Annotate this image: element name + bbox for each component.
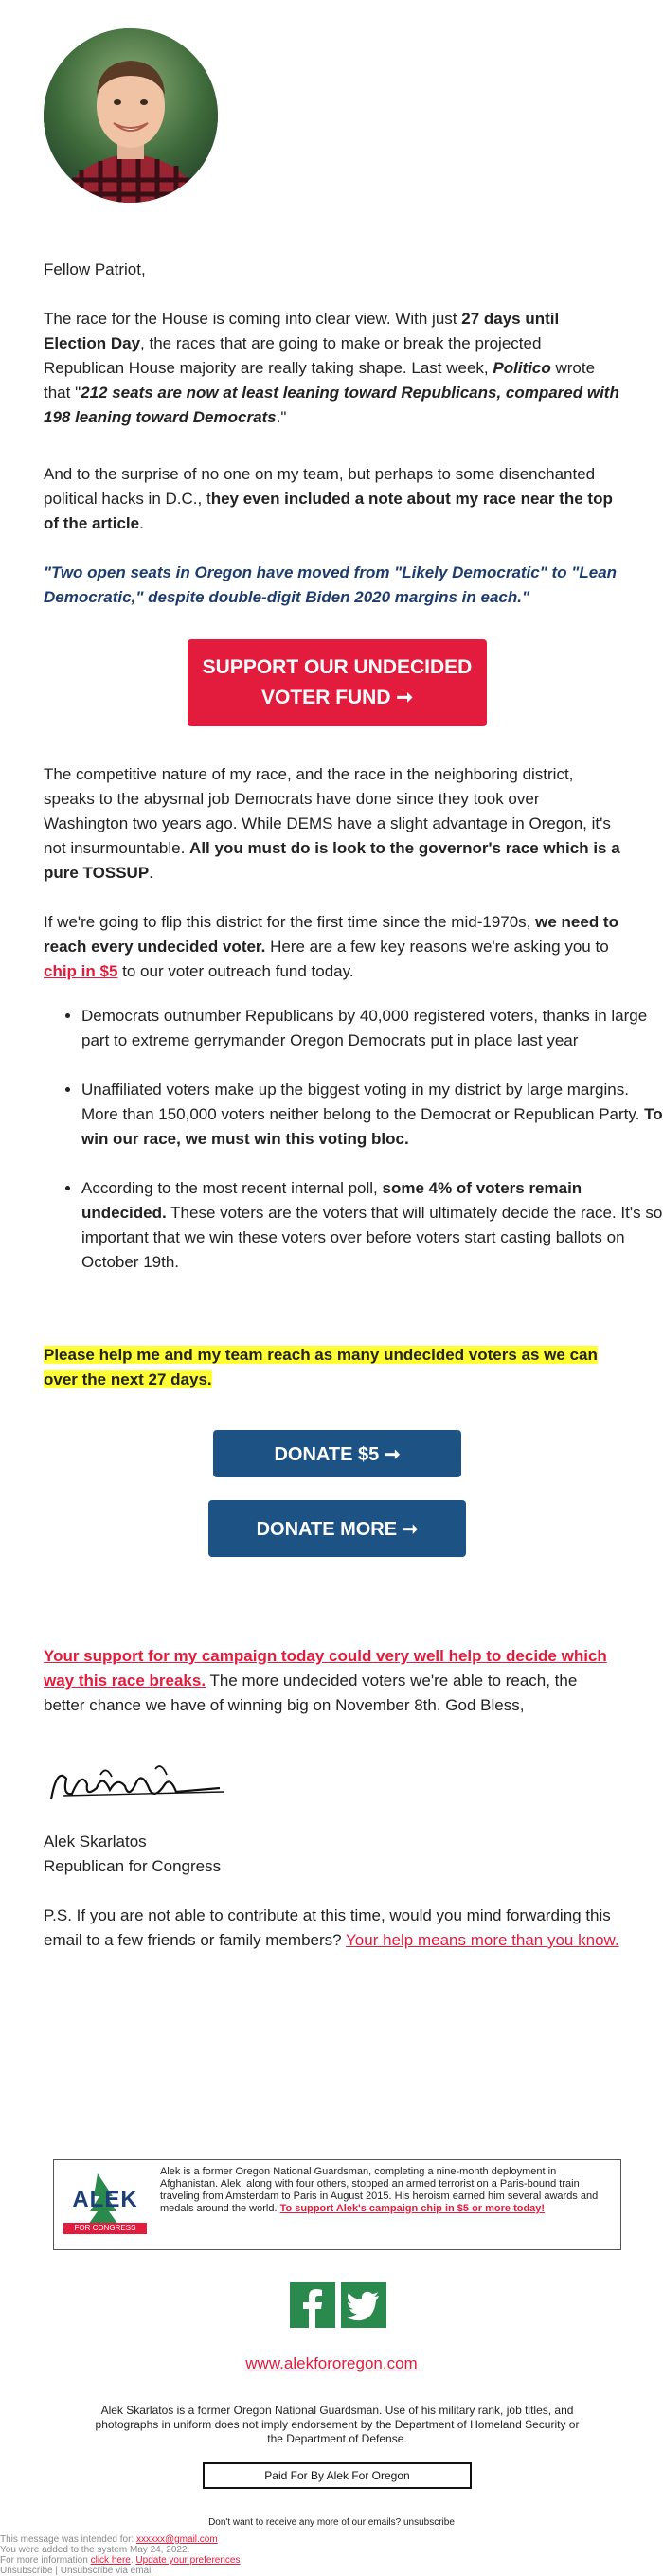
donate-more-label: DONATE MORE ➞: [256, 1518, 419, 1540]
text: And to the surprise of no one on my team, but perhaps to some disenchanted political hacks in D.C., t: [44, 465, 596, 508]
intended-email[interactable]: xxxxxx@gmail.com: [135, 2534, 218, 2545]
text: .": [276, 408, 287, 426]
greeting: Fellow Patriot,: [44, 260, 146, 278]
signature-name: Alek Skarlatos: [44, 1833, 147, 1851]
click-here-link[interactable]: click here: [90, 2555, 131, 2566]
reasons-list: [44, 1004, 663, 1299]
politico-source: Politico: [493, 359, 551, 377]
support-campaign-link[interactable]: Your support for my campaign today could very well help to decide which way this race breaks.: [44, 1647, 607, 1690]
disclaimer: Alek Skarlatos is a former Oregon National Guardsman. Use of his military rank, job titles, and photographs in uniform does not imply endorsement by the Department of Homeland Security or the Department of Defense.: [95, 2404, 580, 2445]
intended-line: This message was intended for: xxxxxx@gmail.com: [0, 2534, 218, 2545]
list-item: • According to the most recent internal poll, some 4% of voters remain undecided. These voters are the voters that will ultimately decide the race. It's so important that we win these voters over before voters start casting ballots on October 19th.: [81, 1176, 663, 1275]
list-item: • Unaffiliated voters make up the biggest voting in my district by large margins. More than 150,000 voters neither belong to the Democrat or Republican Party. To win our race, we must win this voting bloc.: [81, 1078, 663, 1152]
donate-5-button[interactable]: [213, 1430, 461, 1477]
logo-name: ALEK: [72, 2187, 138, 2212]
article-note-bold: hey even included a note about my race near the top of the article: [44, 490, 613, 532]
unsubscribe-line[interactable]: Unsubscribe | Unsubscribe via email: [0, 2566, 153, 2576]
text: If we're going to flip this district for the first time since the mid-1970s,: [44, 913, 536, 931]
days-until-election: 27 days until Election Day: [44, 310, 560, 352]
bio-text: [160, 2166, 613, 2215]
highlight-text: Please help me and my team reach as many undecided voters as we can over the next 27 days.: [44, 1346, 598, 1388]
text: Alek is a former Oregon National Guardsman, completing a nine-month deployment in Afghanistan. Alek, along with four others, stopped an armed terrorist on a Paris-bound train traveling from Amsterdam to Paris in August 2015. His heroism earned him several awards and medals around the world.: [160, 2166, 599, 2214]
text: Here are a few key reasons we're asking you to: [265, 938, 609, 956]
oregon-quote: "Two open seats in Oregon have moved from "Likely Democratic" to "Lean Democratic," despite double-digit Biden 2020 margins in each.": [44, 564, 618, 606]
email-meta: [0, 2534, 379, 2576]
paragraph-race-overview: [44, 307, 621, 430]
text: The competitive nature of my race, and the race in the neighboring district, speaks to the abysmal job Democrats have done since they took over Washington two years ago. While DEMS have a slight advantage in Oregon, it's not insurmountable.: [44, 765, 611, 857]
ps-paragraph: [44, 1904, 621, 1953]
chip-in-link[interactable]: chip in $5: [44, 962, 118, 980]
text: wrote that ": [44, 359, 596, 402]
text: .: [139, 514, 144, 532]
text: The race for the House is coming into clear view. With just: [44, 310, 462, 328]
bio-box: [53, 2159, 621, 2250]
list-item: • Democrats outnumber Republicans by 40,000 registered voters, thanks in large part to extreme gerrymander Oregon Democrats put in place last year: [81, 1004, 663, 1053]
paragraph-flip-district: [44, 910, 621, 984]
signature-title: Republican for Congress: [44, 1857, 222, 1875]
paid-for-text: Paid For By Alek For Oregon: [264, 2469, 410, 2482]
text: .: [149, 864, 153, 882]
added-line: You were added to the system May 24, 2022.: [0, 2545, 190, 2555]
donate-5-label: DONATE $5 ➞: [274, 1443, 401, 1465]
highlight-paragraph: [44, 1343, 612, 1392]
paid-for-box: [203, 2462, 472, 2489]
help-means-more-link[interactable]: Your help means more than you know.: [346, 1931, 619, 1949]
bio-support-link[interactable]: To support Alek's campaign chip in $5 or more today!: [279, 2203, 546, 2214]
closing-paragraph: [44, 1644, 621, 1718]
signature-icon: [44, 1758, 233, 1815]
text: P.S. If you are not able to contribute at this time, would you mind forwarding this email to a few friends or family members?: [44, 1906, 611, 1949]
governor-race-bold: All you must do is look to the governor's race which is a pure TOSSUP: [44, 839, 620, 882]
unsubscribe-prompt[interactable]: Don't want to receive any more of our emails? unsubscribe: [208, 2517, 455, 2528]
paragraph-competitive-race: [44, 762, 621, 886]
logo-tagline: FOR CONGRESS: [63, 2223, 147, 2234]
reach-voter-bold: we need to reach every undecided voter.: [44, 913, 618, 956]
info-line: For more information click here. Update your preferences: [0, 2555, 241, 2566]
support-undecided-voter-fund-button[interactable]: [188, 639, 487, 726]
avatar-photo: [44, 28, 218, 203]
website-link[interactable]: www.alekfororegon.com: [245, 2354, 418, 2372]
paragraph-article-note: [44, 462, 621, 536]
button-line-2: VOTER FUND ➞: [261, 687, 413, 708]
text: to our voter outreach fund today.: [117, 962, 354, 980]
alek-logo: [60, 2168, 151, 2238]
update-preferences-link[interactable]: Update your preferences: [135, 2555, 241, 2566]
twitter-icon[interactable]: [341, 2282, 386, 2328]
facebook-icon[interactable]: [290, 2282, 335, 2328]
button-line-1: SUPPORT OUR UNDECIDED: [202, 656, 473, 678]
donate-more-button[interactable]: [208, 1500, 466, 1557]
politico-quote: 212 seats are now at least leaning toward Republicans, compared with 198 leaning toward Democrats: [44, 384, 619, 426]
text: , the races that are going to make or break the projected Republican House majority are really taking shape. Last week,: [44, 334, 542, 377]
signature-image: [44, 1758, 233, 1815]
avatar: [44, 28, 218, 203]
text: The more undecided voters we're able to reach, the better chance we have of winning big on November 8th. God Bless,: [44, 1672, 578, 1714]
